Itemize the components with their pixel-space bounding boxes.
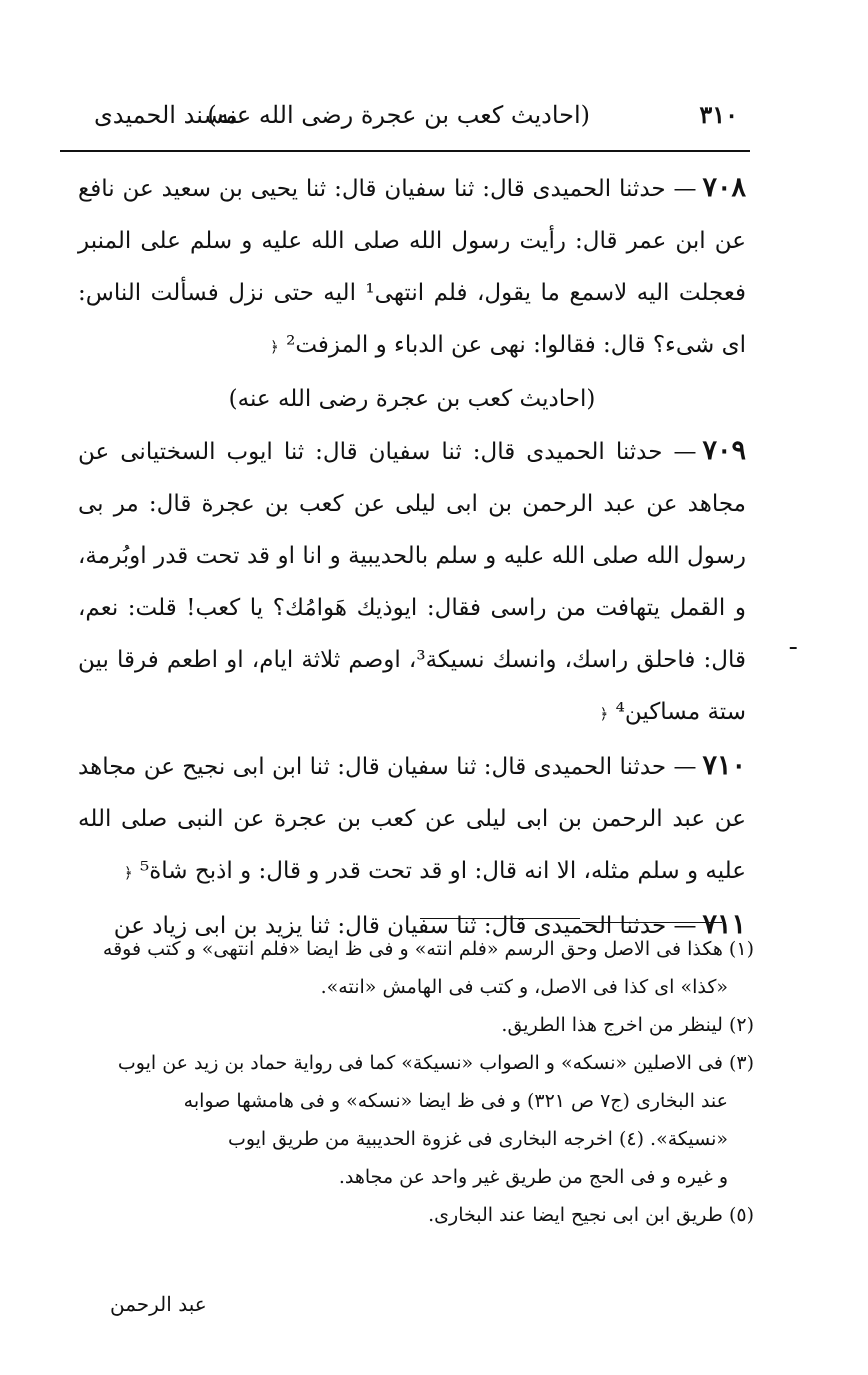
hadith-710 — [78, 740, 746, 899]
footnote-2: (٢) لينظر من اخرج هذا الطريق. — [501, 1014, 754, 1036]
hadith-text: — حدثنا الحميدى قال: ثنا سفيان قال: ثنا ايوب السختيانى عن مجاهد عن عبد الرحمن بن ابى ليلى عن كعب بن عجرة قال: مر بى رسول الله صلى الله عليه و سلم بالحديبية و انا او قد تحت قدر اوبُرمة، و القمل يتهافت من راسى فقال: ايوذيك هَوامُك؟ يا كعب! قلت: نعم، قال: فاحلق راسك، وانسك نسيكة³، اوصم ثلاثة ايام، او اطعم فرقا بين ستة مساكين⁴ — [78, 439, 746, 725]
hadith-number: ٧١٠ — [702, 750, 746, 781]
footnote-4-cont: و غيره و فى الحج من طريق غير واحد عن مجاهد. — [338, 1166, 728, 1188]
section-title: (احاديث كعب بن عجرة رضى الله عنه) — [228, 386, 596, 412]
hadith-number: ٧٠٨ — [702, 172, 746, 203]
hadith-text: — حدثنا الحميدى قال: ثنا سفيان قال: ثنا يزيد بن ابى زياد عن — [113, 913, 697, 939]
hadith-708 — [78, 162, 746, 373]
footnote-rule-short — [420, 918, 580, 919]
hadith-text: — حدثنا الحميدى قال: ثنا سفيان قال: ثنا يحيى بن سعيد عن نافع عن ابن عمر قال: رأيت رسول الله صلى الله عليه و سلم على المنبر فعجلت اليه لاسمع ما يقول، فلم انتهى¹ اليه حتى نزل فسألت الناس: اى شىء؟ قال: فقالوا: نهى عن الدباء و المزفت² — [78, 176, 746, 358]
footnote-1-cont: «كذا» اى كذا فى الاصل، و كتب فى الهامش «انته». — [320, 976, 728, 998]
footnote-3-cont: عند البخارى (ج٧ ص ٣٢١) و فى ظ ايضا «نسكه» و فى هامشها صوابه — [183, 1090, 728, 1112]
running-header — [60, 92, 750, 138]
footnote-5: (٥) طريق ابن ابى نجيح ايضا عند البخارى. — [428, 1204, 754, 1226]
catchword: عبد الرحمن — [110, 1292, 207, 1316]
header-book-title: مسند الحميدى — [94, 101, 238, 129]
main-text — [78, 162, 746, 952]
hadith-text: — حدثنا الحميدى قال: ثنا سفيان قال: ثنا ابن ابى نجيح عن مجاهد عن عبد الرحمن بن ابى ليلى عن كعب بن عجرة عن النبى صلى الله عليه و سلم مثله، الا انه قال: او قد تحت قدر و قال: و اذبح شاة⁵ — [78, 754, 746, 884]
end-mark: ﴿ — [599, 705, 609, 723]
hadith-number: ٧١١ — [702, 909, 746, 940]
page-number: ٣١٠ — [699, 100, 738, 129]
header-rule — [60, 150, 750, 152]
hadith-709 — [78, 425, 746, 740]
header-chapter-title: (احاديث كعب بن عجرة رضى الله عنه) — [207, 101, 590, 129]
end-mark: ﴿ — [270, 338, 279, 356]
margin-mark: ـ — [790, 630, 797, 655]
footnotes — [78, 930, 754, 1234]
hadith-number: ٧٠٩ — [702, 435, 746, 466]
footnote-1: (١) هكذا فى الاصل وحق الرسم «فلم انته» و فى ظ ايضا «فلم انتهى» و كتب فوقه — [102, 938, 754, 960]
footnote-rule — [582, 922, 722, 923]
footnote-3-4: «نسيكة». (٤) اخرجه البخارى فى غزوة الحديبية من طريق ايوب — [227, 1128, 728, 1150]
footnote-3: (٣) فى الاصلين «نسكه» و الصواب «نسيكة» كما فى رواية حماد بن زيد عن ايوب — [117, 1052, 754, 1074]
end-mark: ﴿ — [123, 864, 133, 882]
